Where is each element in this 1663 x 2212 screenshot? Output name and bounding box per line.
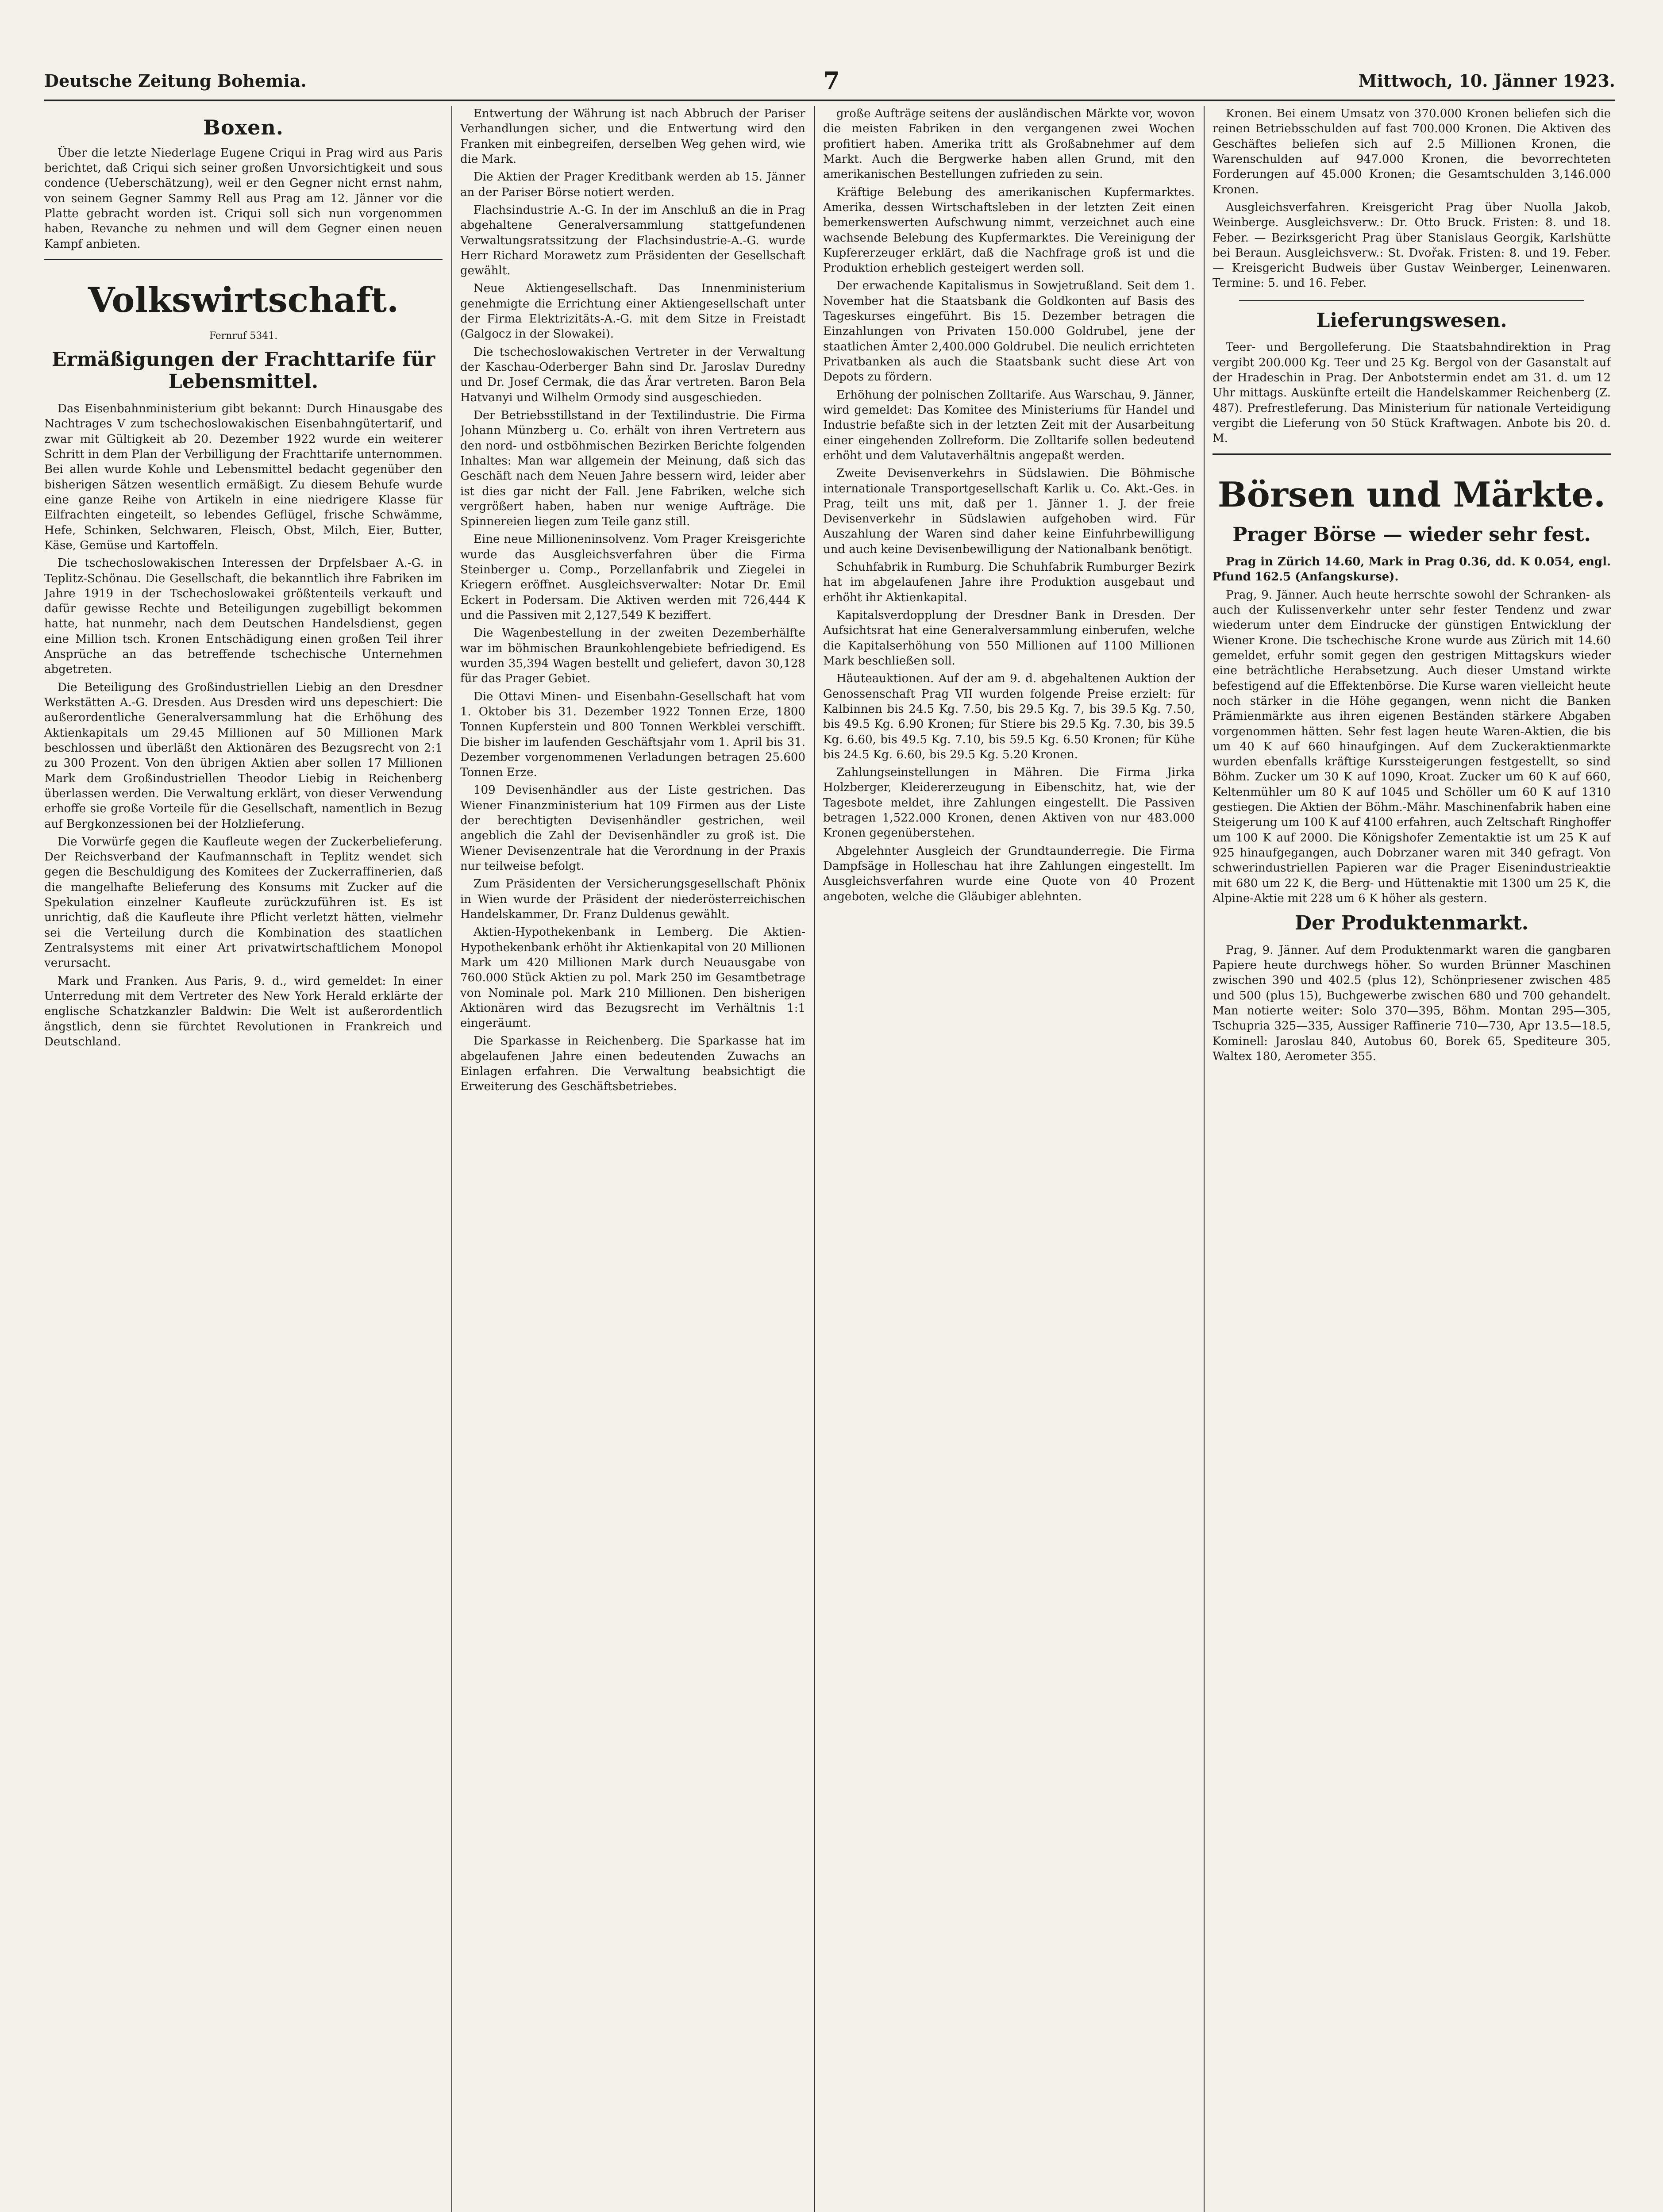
column-4 bbox=[1213, 106, 1611, 2212]
electric-company-article: Neue Aktiengesellschaft. Das Innenministerium genehmigte die Errichtung einer Aktiengesellschaft unter der Firma Elektrizitäts-A.-G. mit dem Sitze in Freistadt (Galgocz in der Slowakei). bbox=[460, 282, 805, 341]
column-1 bbox=[44, 106, 443, 2212]
mark-franc-article: Mark und Franken. Aus Paris, 9. d., wird gemeldet: In einer Unterredung mit dem Vertreter des New York Herald erklärte der englische Schatzkanzler Baldwin: Die Welt ist außerordentlich ängstlich, denn sie fürchtet Revolutionen in Frankreich und Deutschland. bbox=[44, 974, 443, 1048]
exchange-report: Prag, 9. Jänner. Auch heute herrschte sowohl der Schranken- als auch der Kulissenverkehr unter sehr fester Tendenz und zwar wiederum unter dem Eindrucke der günstigen Entwicklung der Wiener Krone. Die tschechische Krone wurde aus Zürich mit 14.60 gemeldet, erfuhr somit gegen den gestrigen Mittagskurs wieder eine beträchtliche Herabsetzung. Auch dieser Umstand wirkte befestigend auf die Effektenbörse. Die Kurse waren vielleicht heute noch stärker in die Höhe gegangen, wenn nicht die Banken Prämienmärkte aus ihren eigenen Beständen stärkere Abgaben vorgenommen hätten. Sehr fest lagen heute Waren-Aktien, die bis um 40 K auf 660 hinaufgingen. Auf dem Zuckeraktienmarkte wurden ebenfalls kräftige Kurssteigerungen festgestellt, so sind Böhm. Zucker um 30 K auf 1090, Kroat. Zucker um 60 K auf 660, Keltenmühler um 80 K auf 1045 und Schöller um 60 K auf 1310 gestiegen. Die Aktien der Böhm.-Mähr. Maschinenfabrik haben eine Steigerung um 100 K auf 4100 erfahren, auch Zeltschaft Ringhoffer um 100 K auf 2000. Die Königshofer Zementaktie ist um 25 K auf 925 hinaufgegangen, auch Dobrzaner waren mit 340 gefragt. Von schwerindustriellen Papieren war die Prager Eisenindustrieaktie mit 680 um 22 K, die Berg- und Hüttenaktie mit 1300 um 25 K, die Alpine-Aktie mit 228 um 6 K höher als gestern. bbox=[1213, 588, 1611, 905]
orders-article: große Aufträge seitens der ausländischen Märkte vor, wovon die meisten Fabriken in den vergangenen zwei Wochen profitiert haben. Amerika tritt als Großabnehmer auf dem Markt. Auch die Bergwerke haben allen Grund, mit den amerikanischen Bestellungen zufrieden zu sein. bbox=[823, 107, 1195, 181]
transport-article: Zweite Devisenverkehrs in Südslawien. Die Böhmische internationale Transportgesellschaft Karlik u. Co. Akt.-Ges. in Prag, teilt uns mit, daß per 1. Jänner 1. J. der freie Devisenverkehr in Südslawien aufgehoben wird. Für Auszahlung der Waren sind daher keine Einfuhrbewilligung und auch keine Devisenbewilligung der Nationalbank benötigt. bbox=[823, 467, 1195, 556]
mines-article: Die Ottavi Minen- und Eisenbahn-Gesellschaft hat vom 1. Oktober bis 31. Dezember 1922 Tonnen Erze, 1800 Tonnen Kupferstein und 800 Tonnen Werkblei verschifft. Die bisher im laufenden Geschäftsjahr vom 1. April bis 31. Dezember vorgenommenen Verladungen betragen 25.600 Tonnen Erze. bbox=[460, 690, 805, 780]
column-2 bbox=[460, 106, 805, 2212]
markets-heading: Börsen und Märkte. bbox=[1217, 474, 1606, 515]
supply-heading: Lieferungswesen. bbox=[1316, 309, 1507, 332]
economy-phone: Fernruf 5341. bbox=[209, 330, 278, 342]
savings-article: Die Sparkasse in Reichenberg. Die Sparkasse hat im abgelaufenen Jahre einen bedeutenden Zuwachs an Einlagen erfahren. Die Verwaltung beabsichtigt die Erweiterung des Geschäftsbetriebes. bbox=[460, 1034, 805, 1094]
column-divider bbox=[1204, 106, 1205, 2212]
dealers-article: 109 Devisenhändler aus der Liste gestrichen. Das Wiener Finanzministerium hat 109 Firmen aus der Liste der berechtigten Devisenhändler gestrichen, weil angeblich die Zahl der Devisenhändler zu groß ist. Die Wiener Devisenzentrale hat die Verordnung in der Praxis nur teilweise befolgt. bbox=[460, 783, 805, 873]
freight-article: Das Eisenbahnministerium gibt bekannt: Durch Hinausgabe des Nachtrages V zum tschechoslowakischen Eisenbahngütertarif, und zwar mit Gültigkeit ab 20. Dezember 1922 wurde ein weiterer Schritt in dem Plan der Verbilligung der Frachttarife unternommen. Bei allen wurde Kohle und Lebensmittel bedacht gegenüber den bisherigen Sätzen wesentlich ermäßigt. Zu diesem Behufe wurde eine ganze Reihe von Artikeln in eine niedrigere Klasse für Eilfrachten eingeteilt, so lebendes Geflügel, frische Schwämme, Hefe, Schinken, Selchwaren, Fleisch, Obst, Milch, Eier, Butter, Käse, Gemüse und Kartoffeln. bbox=[44, 402, 443, 552]
page-header bbox=[44, 66, 1615, 97]
exchange-rates: Prag in Zürich 14.60, Mark in Prag 0.36, dd. K 0.054, engl. Pfund 162.5 (Anfangskurse). bbox=[1213, 555, 1611, 584]
produce-heading: Der Produktenmarkt. bbox=[1294, 912, 1529, 935]
page-number: 7 bbox=[823, 66, 840, 95]
issue-date: Mittwoch, 10. Jänner 1923. bbox=[1358, 71, 1615, 91]
railway-article: Die tschechoslowakischen Vertreter in der Verwaltung der Kaschau-Oderberger Bahn sind Dr. Jaroslav Duredny und Dr. Josef Cermak, die das Ärar vertreten. Baron Bela Hatvanyi und Wilhelm Ormody sind ausgeschieden. bbox=[460, 345, 805, 404]
freight-heading: Ermäßigungen der Frachttarife für Lebensmittel. bbox=[51, 348, 435, 393]
section-rule bbox=[44, 259, 443, 260]
section-rule bbox=[1213, 453, 1611, 455]
soviet-article: Der erwachende Kapitalismus in Sowjetrußland. Seit dem 1. November hat die Staatsbank die Goldkonten auf Basis des Tageskurses eingeführt. Bis 15. Dezember betragen die Einzahlungen von Privaten 150.000 Goldrubel, jene der staatlichen Ämter 2,400.000 Goldrubel. Die neulich errichteten Privatbanken als auch die Staatsbank sucht diese Art von Depots zu fördern. bbox=[823, 279, 1195, 384]
settlement-article: Abgelehnter Ausgleich der Grundtaunderregie. Die Firma Dampfsäge in Holleschau hat ihre Zahlungen eingestellt. Im Ausgleichsverfahren wurde eine Quote von 40 Prozent angeboten, welche die Gläubiger ablehnten. bbox=[823, 844, 1195, 903]
currency-article: Entwertung der Währung ist nach Abbruch der Pariser Verhandlungen sicher, und die Entwertung wird den Franken mit einbegreifen, derselben Weg gehen wird, wie die Mark. bbox=[460, 107, 805, 166]
insolvency-article: Eine neue Millioneninsolvenz. Vom Prager Kreisgerichte wurde das Ausgleichsverfahren über die Firma Steinberger u. Comp., Porzellanfabrik und Ziegelei in Kriegern eröffnet. Ausgleichsverwalter: Notar Dr. Emil Eckert in Podersam. Die Aktiven werden mit 726,444 K und die Passiven mit 2,127,549 K beziffert. bbox=[460, 533, 805, 622]
copper-article: Kräftige Belebung des amerikanischen Kupfermarktes. Amerika, dessen Wirtschaftsleben in der letzten Zeit einen bemerkenswerten Aufschwung nimmt, verzeichnet auch eine wachsende Belebung des Kupfermarktes. Die Vereinigung der Kupfererzeuger erklärt, daß die Nachfrage groß ist und die Produktion erheblich gesteigert werden soll. bbox=[823, 185, 1195, 275]
newspaper-name: Deutsche Zeitung Bohemia. bbox=[44, 71, 307, 91]
insurance-article: Zum Präsidenten der Versicherungsgesellschaft Phönix in Wien wurde der Präsident der niederösterreichischen Handelskammer, Dr. Franz Duldenus gewählt. bbox=[460, 877, 805, 921]
produce-report: Prag, 9. Jänner. Auf dem Produktenmarkt waren die gangbaren Papiere heute durchwegs höher. So wurden Brünner Maschinen zwischen 390 und 402.5 (plus 12), Schönpriesener zwischen 485 und 500 (plus 15), Buchgewerbe zwischen 680 und 700 gehandelt. Man notierte weiter: Solo 370—395, Böhm. Montan 295—305, Tschupria 325—335, Aussiger Raffinerie 710—730, Apr 13.5—18.5, Kominell: Jaroslau 840, Autobus 60, Borek 65, Spediteure 305, Waltex 180, Aerometer 355. bbox=[1213, 943, 1611, 1064]
boxing-heading: Boxen. bbox=[203, 115, 284, 139]
boxing-article: Über die letzte Niederlage Eugene Criqui in Prag wird aus Paris berichtet, daß Criqui sich seiner großen Unvorsichtigkeit und sous condence (Ueberschätzung), weil er den Gegner nicht ernst nahm, von seinem Gegner Sammy Rell aus Prag am 12. Jänner vor die Platte gebracht worden ist. Criqui soll sich nun vorgenommen haben, Revanche zu nehmen und will dem Gegner einen neuen Kampf anbieten. bbox=[44, 146, 443, 251]
column-3 bbox=[823, 106, 1195, 2212]
column-divider bbox=[451, 106, 452, 2212]
economy-heading: Volkswirtschaft. bbox=[88, 280, 399, 320]
section-rule bbox=[1239, 300, 1584, 301]
debts-article: Kronen. Bei einem Umsatz von 370.000 Kronen beliefen sich die reinen Betriebsschulden auf fast 700.000 Kronen. Die Aktiven des Geschäftes beliefen sich auf 2.5 Millionen Kronen, die Warenschulden auf 947.000 Kronen, die bevorrechteten Forderungen auf 45.000 Kronen; die Gesamtschulden 3,146.000 Kronen. bbox=[1213, 107, 1611, 196]
dresdner-bank-article: Kapitalsverdopplung der Dresdner Bank in Dresden. Der Aufsichtsrat hat eine Generalversammlung einberufen, welche die Kapitalserhöhung von 550 Millionen auf 1100 Millionen Mark beschließen soll. bbox=[823, 609, 1195, 668]
bankruptcies-list: Ausgleichsverfahren. Kreisgericht Prag über Nuolla Jakob, Weinberge. Ausgleichsverw.: Dr. Otto Bruck. Fristen: 8. und 18. Feber. — Bezirksgericht Prag über Stanislaus Georgik, Karlshütte bei Beraun. Ausgleichsverw.: St. Dvořak. Fristen: 8. und 19. Feber. — Kreisgericht Budweis über Gustav Weinberger, Leinenwaren. Termine: 5. und 16. Feber. bbox=[1213, 200, 1611, 290]
exchange-heading: Prager Börse — wieder sehr fest. bbox=[1232, 523, 1591, 546]
moravia-article: Zahlungseinstellungen in Mähren. Die Firma Jirka Holzberger, Kleidererzeugung in Eibenschitz, hat, wie der Tagesbote meldet, ihre Zahlungen eingestellt. Die Passiven betragen 1,522.000 Kronen, denen Aktiven von nur 483.000 Kronen gegenüberstehen. bbox=[823, 766, 1195, 840]
polish-tariff-article: Erhöhung der polnischen Zolltarife. Aus Warschau, 9. Jänner, wird gemeldet: Das Komitee des Ministeriums für Handel und Industrie befaßte sich in der letzten Zeit mit der Ausarbeitung einer eingehenden Zollreform. Die Zolltarife sollen bedeutend erhöht und dem Valutaverhältnis angepaßt werden. bbox=[823, 388, 1195, 462]
wagons-article: Die Wagenbestellung in der zweiten Dezemberhälfte war im böhmischen Braunkohlengebiete befriedigend. Es wurden 35,394 Wagen bestellt und geliefert, davon 30,128 für das Prager Gebiet. bbox=[460, 626, 805, 686]
flax-article: Flachsindustrie A.-G. In der im Anschluß an die in Prag abgehaltene Generalversammlung stattgefundenen Verwaltungsratssitzung der Flachsindustrie-A.-G. wurde Herr Richard Morawetz zum Präsidenten der Gesellschaft gewählt. bbox=[460, 203, 805, 278]
sugar-article: Die Vorwürfe gegen die Kaufleute wegen der Zuckerbelieferung. Der Reichsverband der Kaufmannschaft in Teplitz wendet sich gegen die Beschuldigung des Komitees der Zuckerraffinerien, daß die mangelhafte Belieferung des Konsums mit Zucker auf die Spekulation einzelner Kaufleute zurückzuführen ist. Es ist unrichtig, daß die Kaufleute ihre Pflicht verletzt hätten, vielmehr sei die Verteilung durch die Kombination des staatlichen Zentralsystems mit einer Art privatwirtschaftlichem Monopol verursacht. bbox=[44, 835, 443, 970]
column-divider bbox=[814, 106, 815, 2212]
teplitz-article: Die tschechoslowakischen Interessen der Drpfelsbaer A.-G. in Teplitz-Schönau. Die Gesellschaft, die bekanntlich ihre Fabriken im Jahre 1919 in der Tschechoslowakei größtenteils verkauft und dafür gewisse Rechte und Beteiligungen zugebilligt bekommen hatte, hat nunmehr, nach dem Deutschen Handelsdienst, gegen eine Million tsch. Kronen Entschädigung einen großen Teil ihrer Ansprüche an das betreffende tschechische Unternehmen abgetreten. bbox=[44, 557, 443, 676]
header-rule bbox=[44, 100, 1615, 101]
supply-article: Teer- und Bergolleferung. Die Staatsbahndirektion in Prag vergibt 200.000 Kg. Teer und 25 Kg. Bergol von der Gasanstalt auf der Hradeschin in Prag. Der Anbotstermin endet am 31. d. um 12 Uhr mittags. Auskünfte erteilt die Handelskammer Reichenberg (Z. 487). Prefrestleferung. Das Ministerium für nationale Verteidigung vergibt die Lieferung von 50 Stück Kraftwagen. Anbote bis 20. d. M. bbox=[1213, 341, 1611, 445]
textile-article: Der Betriebsstillstand in der Textilindustrie. Die Firma Johann Münzberg u. Co. erhält von ihren Vertretern aus den nord- und ostböhmischen Bezirken Berichte folgenden Inhaltes: Man war allgemein der Meinung, daß sich das Geschäft nach dem Neuen Jahre bessern wird, leider aber ist dies gar nicht der Fall. Jene Fabriken, welche sich vergrößert haben, haben nur wenige Aufträge. Die Spinnereien liegen zum Teile ganz still. bbox=[460, 408, 805, 529]
mortgage-bank-article: Aktien-Hypothekenbank in Lemberg. Die Aktien-Hypothekenbank erhöht ihr Aktienkapital von 20 Millionen Mark um 420 Millionen Mark durch Neuausgabe von 760.000 Stück Aktien zu pol. Mark 250 im Gesamtbetrage von Nominale pol. Mark 210 Millionen. Den bisherigen Aktionären wird das Bezugsrecht im Verhältnis 1:1 eingeräumt. bbox=[460, 926, 805, 1030]
credit-bank-article: Die Aktien der Prager Kreditbank werden ab 15. Jänner an der Pariser Börse notiert werden. bbox=[460, 170, 805, 199]
liebig-article: Die Beteiligung des Großindustriellen Liebig an den Dresdner Werkstätten A.-G. Dresden. Aus Dresden wird uns depeschiert: Die außerordentliche Generalversammlung hat die Erhöhung des Aktienkapitals um 29.45 Millionen auf 50 Millionen Mark beschlossen und überläßt den Aktionären des Bezugsrecht von 2:1 zu 300 Prozent. Von den übrigen Aktien aber sollen 17 Millionen Mark dem Großindustriellen Theodor Liebig in Reichenberg überlassen werden. Die Verwaltung erklärt, von dieser Verwendung erhoffe sie große Vorteile für die Gesellschaft, namentlich in Bezug auf Bergkonzessionen bei der Holzlieferung. bbox=[44, 680, 443, 831]
shoes-article: Schuhfabrik in Rumburg. Die Schuhfabrik Rumburger Bezirk hat im abgelaufenen Jahre ihre Produktion ausgebaut und erhöht ihr Aktienkapital. bbox=[823, 561, 1195, 604]
hides-auction-article: Häuteauktionen. Auf der am 9. d. abgehaltenen Auktion der Genossenschaft Prag VII wurden folgende Preise erzielt: für Kalbinnen bis 24.5 Kg. 7.50, bis 29.5 Kg. 7, bis 39.5 Kg. 7.50, bis 49.5 Kg. 6.90 Kronen; für Stiere bis 29.5 Kg. 7.30, bis 39.5 Kg. 6.60, bis 49.5 Kg. 7.10, bis 59.5 Kg. 6.50 Kronen; für Kühe bis 24.5 Kg. 6.60, bis 29.5 Kg. 5.20 Kronen. bbox=[823, 672, 1195, 761]
